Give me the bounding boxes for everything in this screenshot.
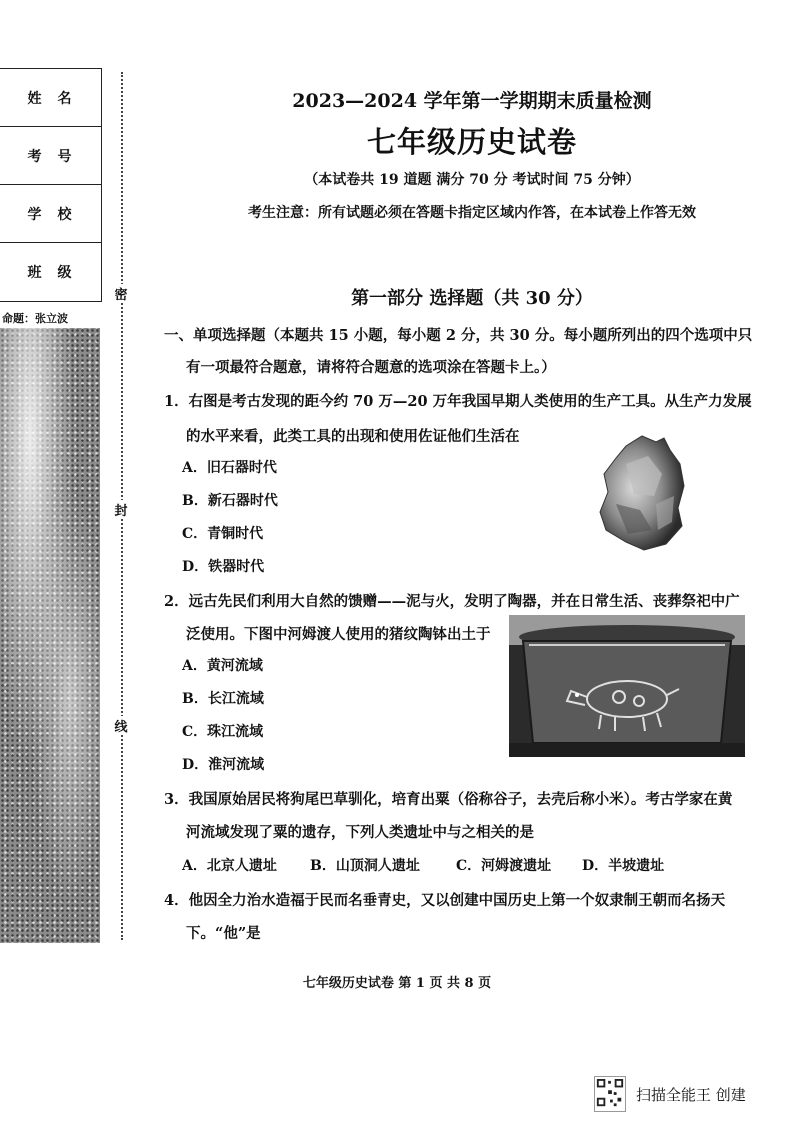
- section-title: 第一部分 选择题（共 30 分）: [351, 288, 593, 309]
- question-1-option-c: C．青铜时代: [182, 526, 264, 542]
- question-2-option-c: C．珠江流域: [182, 724, 264, 740]
- exam-number-field-label: 考号: [0, 127, 101, 185]
- name-field-label: 姓名: [0, 69, 101, 127]
- question-3-option-b: B．山顶洞人遗址: [310, 858, 420, 874]
- question-3-option-d: D．半坡遗址: [582, 858, 665, 874]
- question-2-option-b: B．长江流域: [182, 691, 264, 707]
- exam-notice: 考生注意：所有试题必须在答题卡指定区域内作答，在本试卷上作答无效: [248, 205, 696, 221]
- binding-security-texture: [0, 328, 100, 943]
- question-2-option-d: D．淮河流域: [182, 757, 265, 773]
- class-field-label: 班级: [27, 265, 88, 281]
- question-3-option-a: A．北京人遗址: [182, 858, 277, 874]
- question-1-line2: 的水平来看，此类工具的出现和使用佐证他们生活在: [186, 428, 520, 445]
- question-2-option-a: A．黄河流域: [182, 658, 263, 674]
- seal-char-feng: 封: [108, 500, 134, 519]
- question-4-line1: 4．他因全力治水造福于民而名垂青史，又以创建中国历史上第一个奴隶制王朝而名扬天: [164, 892, 726, 909]
- seal-char-mi: 密: [108, 284, 134, 303]
- school-field-label: 学校: [0, 185, 101, 243]
- scanner-watermark: 扫描全能王 创建: [636, 1086, 746, 1104]
- exam-title: 七年级历史试卷: [366, 125, 577, 159]
- question-2-line2: 泛使用。下图中河姆渡人使用的猪纹陶钵出土于: [186, 626, 491, 643]
- question-2-line1: 2．远古先民们利用大自然的馈赠——泥与火，发明了陶器，并在日常生活、丧葬祭祀中广: [164, 593, 740, 610]
- question-1-option-a: A．旧石器时代: [182, 460, 277, 476]
- pig-pattern-pottery-bowl-image: [509, 615, 745, 757]
- question-4-line2: 下。“他”是: [186, 925, 261, 942]
- question-3-line2: 河流域发现了粟的遗存，下列人类遗址中与之相关的是: [186, 824, 534, 841]
- student-info-box: [0, 68, 102, 302]
- scanner-qr-icon: [594, 1076, 626, 1112]
- question-1-option-b: B．新石器时代: [182, 493, 278, 509]
- question-3-line1: 3．我国原始居民将狗尾巴草驯化，培育出粟（俗称谷子，去壳后称小米）。考古学家在黄: [164, 791, 733, 808]
- section-instruction-line2: 有一项最符合题意，请将符合题意的选项涂在答题卡上。）: [186, 359, 556, 376]
- exam-term: 2023—2024 学年第一学期期末质量检测: [292, 90, 652, 112]
- stone-tool-image: [596, 434, 688, 552]
- exam-info: （本试卷共 19 道题 满分 70 分 考试时间 75 分钟）: [304, 172, 640, 188]
- page-footer: 七年级历史试卷 第 1 页 共 8 页: [302, 976, 492, 991]
- seal-char-xian: 线: [108, 716, 134, 735]
- section-instruction-line1: 一、单项选择题（本题共 15 小题，每小题 2 分，共 30 分。每小题所列出的四个选项中只: [164, 327, 753, 344]
- question-3-option-c: C．河姆渡遗址: [456, 858, 552, 874]
- question-1-line1: 1．右图是考古发现的距今约 70 万—20 万年我国早期人类使用的生产工具。从生产力发展: [164, 393, 752, 410]
- question-author: 命题：张立波: [2, 312, 68, 325]
- question-1-option-d: D．铁器时代: [182, 559, 265, 575]
